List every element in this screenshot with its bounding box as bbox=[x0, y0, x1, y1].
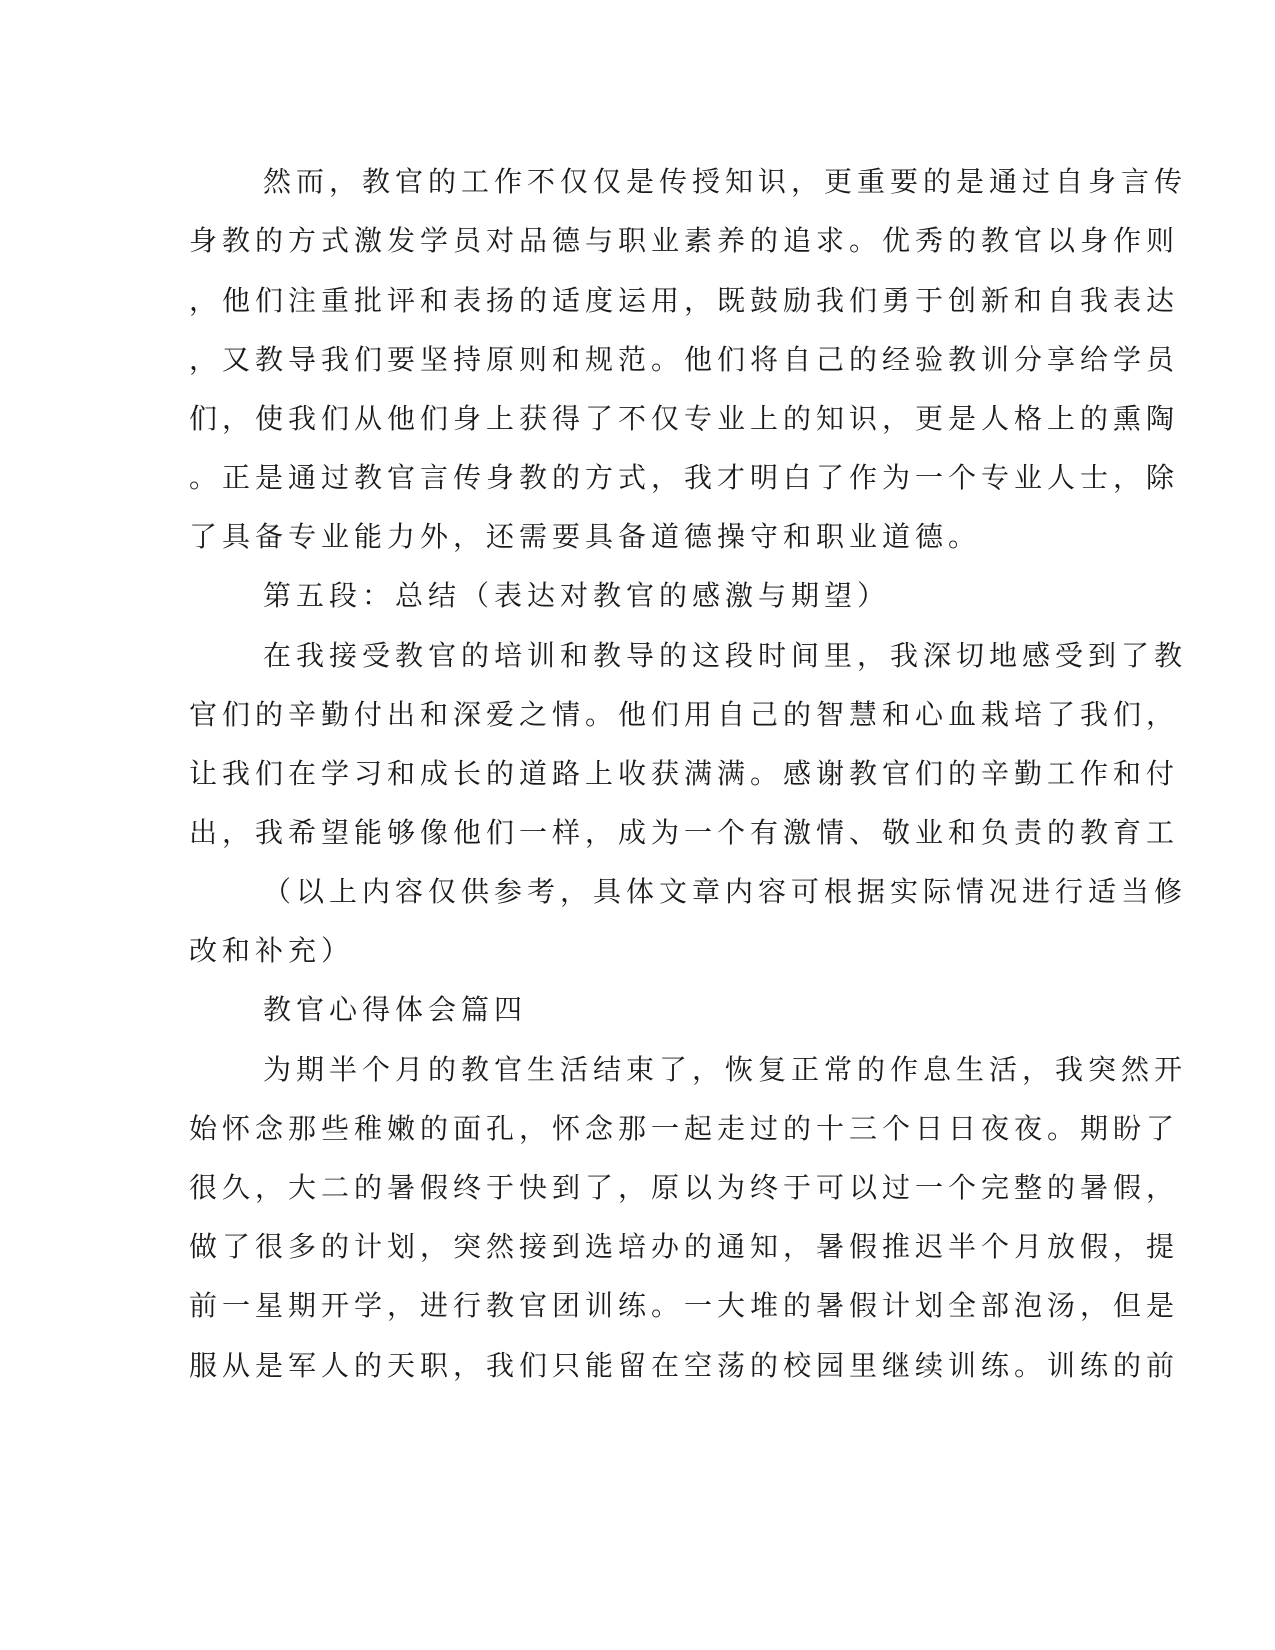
paragraph-line: 了具备专业能力外，还需要具备道德操守和职业道德。 bbox=[189, 520, 982, 553]
paragraph-line: 让我们在学习和成长的道路上收获满满。感谢教官们的辛勤工作和付 bbox=[189, 757, 1180, 790]
section-heading: 第五段：总结（表达对教官的感激与期望） bbox=[263, 579, 891, 612]
paragraph-line: 然而，教官的工作不仅仅是传授知识，更重要的是通过自身言传 bbox=[263, 165, 1188, 198]
paragraph-line: 。正是通过教官言传身教的方式，我才明白了作为一个专业人士，除 bbox=[189, 461, 1180, 494]
paragraph-line: 始怀念那些稚嫩的面孔，怀念那一起走过的十三个日日夜夜。期盼了 bbox=[189, 1112, 1180, 1145]
paragraph-line: 很久，大二的暑假终于快到了，原以为终于可以过一个完整的暑假， bbox=[189, 1171, 1180, 1204]
note-line: （以上内容仅供参考，具体文章内容可根据实际情况进行适当修 bbox=[263, 875, 1188, 908]
paragraph-line: 在我接受教官的培训和教导的这段时间里，我深切地感受到了教 bbox=[263, 639, 1188, 672]
paragraph-line: 们，使我们从他们身上获得了不仅专业上的知识，更是人格上的熏陶 bbox=[189, 402, 1180, 435]
paragraph-line: ，又教导我们要坚持原则和规范。他们将自己的经验教训分享给学员 bbox=[189, 343, 1180, 376]
article-title: 教官心得体会篇四 bbox=[263, 993, 528, 1026]
paragraph-line: ，他们注重批评和表扬的适度运用，既鼓励我们勇于创新和自我表达 bbox=[189, 284, 1180, 317]
paragraph-line: 为期半个月的教官生活结束了，恢复正常的作息生活，我突然开 bbox=[263, 1053, 1188, 1086]
paragraph-line: 身教的方式激发学员对品德与职业素养的追求。优秀的教官以身作则 bbox=[189, 224, 1180, 257]
paragraph-line: 做了很多的计划，突然接到选培办的通知，暑假推迟半个月放假，提 bbox=[189, 1230, 1180, 1263]
paragraph-line: 出，我希望能够像他们一样，成为一个有激情、敬业和负责的教育工 bbox=[189, 816, 1180, 849]
paragraph-line: 服从是军人的天职，我们只能留在空荡的校园里继续训练。训练的前 bbox=[189, 1349, 1180, 1382]
paragraph-line: 前一星期开学，进行教官团训练。一大堆的暑假计划全部泡汤，但是 bbox=[189, 1289, 1180, 1322]
paragraph-line: 官们的辛勤付出和深爱之情。他们用自己的智慧和心血栽培了我们， bbox=[189, 698, 1180, 731]
note-line: 改和补充） bbox=[189, 934, 355, 967]
